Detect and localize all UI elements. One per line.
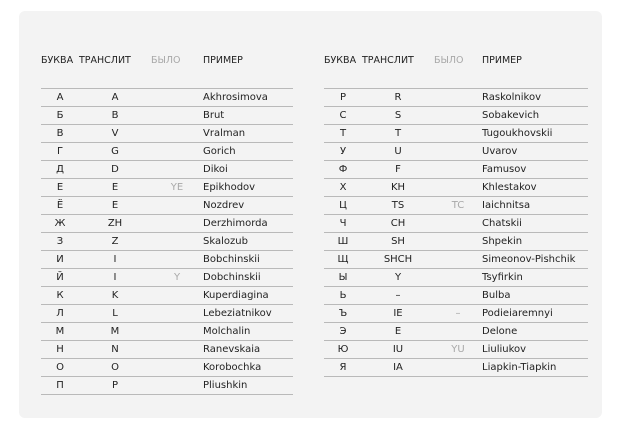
cyrillic-letter: В xyxy=(41,125,79,143)
old-translit-value xyxy=(151,197,203,215)
old-translit-value xyxy=(151,287,203,305)
example-name: Famusov xyxy=(482,161,588,179)
old-translit-value xyxy=(151,89,203,107)
cyrillic-letter: О xyxy=(41,359,79,377)
translit-value: B xyxy=(79,107,151,125)
table-row xyxy=(41,143,293,161)
old-translit-value xyxy=(434,107,482,125)
header-example: ПРИМЕР xyxy=(203,55,243,66)
translit-value: K xyxy=(79,287,151,305)
cyrillic-letter: Р xyxy=(324,89,362,107)
example-name: Simeonov-Pishchik xyxy=(482,251,588,269)
old-translit-value xyxy=(151,341,203,359)
translit-value: L xyxy=(79,305,151,323)
header-translit: ТРАНСЛИТ xyxy=(79,55,131,66)
table-row xyxy=(41,341,293,359)
table-row xyxy=(324,89,588,107)
old-translit-value xyxy=(151,215,203,233)
old-translit-value: – xyxy=(434,305,482,323)
old-translit-value: TC xyxy=(434,197,482,215)
cyrillic-letter: Д xyxy=(41,161,79,179)
table-row xyxy=(41,359,293,377)
table-row xyxy=(41,377,293,395)
example-name: Vralman xyxy=(203,125,293,143)
old-translit-value xyxy=(434,179,482,197)
example-name: Podieiaremnyi xyxy=(482,305,588,323)
cyrillic-letter: Ы xyxy=(324,269,362,287)
table-row xyxy=(324,107,588,125)
old-translit-value xyxy=(434,323,482,341)
translit-value: E xyxy=(362,323,434,341)
translit-value: O xyxy=(79,359,151,377)
old-translit-value xyxy=(434,89,482,107)
example-name: Bobchinskii xyxy=(203,251,293,269)
cyrillic-letter: П xyxy=(41,377,79,395)
cyrillic-letter: М xyxy=(41,323,79,341)
table-row xyxy=(324,341,588,359)
old-translit-value: YE xyxy=(151,179,203,197)
translit-table-right xyxy=(324,50,588,377)
old-translit-value xyxy=(151,305,203,323)
example-name: Molchalin xyxy=(203,323,293,341)
cyrillic-letter: Ж xyxy=(41,215,79,233)
example-name: Brut xyxy=(203,107,293,125)
header-was: БЫЛО xyxy=(434,55,464,66)
cyrillic-letter: Ц xyxy=(324,197,362,215)
table-row xyxy=(41,179,293,197)
cyrillic-letter: К xyxy=(41,287,79,305)
example-name: Pliushkin xyxy=(203,377,293,395)
header-was: БЫЛО xyxy=(151,55,181,66)
cyrillic-letter: С xyxy=(324,107,362,125)
old-translit-value xyxy=(151,377,203,395)
cyrillic-letter: Л xyxy=(41,305,79,323)
example-name: Gorich xyxy=(203,143,293,161)
header-translit: ТРАНСЛИТ xyxy=(362,55,414,66)
cyrillic-letter: Щ xyxy=(324,251,362,269)
cyrillic-letter: Ю xyxy=(324,341,362,359)
example-name: Chatskii xyxy=(482,215,588,233)
translit-value: SHCH xyxy=(362,251,434,269)
table-row xyxy=(324,251,588,269)
cyrillic-letter: Г xyxy=(41,143,79,161)
table-row xyxy=(324,143,588,161)
cyrillic-letter: З xyxy=(41,233,79,251)
table-row xyxy=(324,305,588,323)
example-name: Kuperdiagina xyxy=(203,287,293,305)
old-translit-value xyxy=(151,359,203,377)
translit-value: S xyxy=(362,107,434,125)
example-name: Khlestakov xyxy=(482,179,588,197)
cyrillic-letter: У xyxy=(324,143,362,161)
example-name: Lebeziatnikov xyxy=(203,305,293,323)
cyrillic-letter: Ч xyxy=(324,215,362,233)
header-example: ПРИМЕР xyxy=(482,55,522,66)
example-name: Sobakevich xyxy=(482,107,588,125)
example-name: Uvarov xyxy=(482,143,588,161)
cyrillic-letter: Н xyxy=(41,341,79,359)
translit-value: IA xyxy=(362,359,434,377)
old-translit-value xyxy=(151,143,203,161)
old-translit-value: YU xyxy=(434,341,482,359)
table-row xyxy=(324,125,588,143)
cyrillic-letter: Х xyxy=(324,179,362,197)
translit-value: A xyxy=(79,89,151,107)
table-row xyxy=(41,215,293,233)
old-translit-value: Y xyxy=(151,269,203,287)
cyrillic-letter: Б xyxy=(41,107,79,125)
translit-value: Y xyxy=(362,269,434,287)
old-translit-value xyxy=(434,251,482,269)
example-name: Epikhodov xyxy=(203,179,293,197)
example-name: Shpekin xyxy=(482,233,588,251)
table-row xyxy=(324,215,588,233)
table-row xyxy=(324,323,588,341)
table-row xyxy=(324,287,588,305)
translit-value: E xyxy=(79,197,151,215)
example-name: Akhrosimova xyxy=(203,89,293,107)
translit-value: – xyxy=(362,287,434,305)
old-translit-value xyxy=(151,161,203,179)
old-translit-value xyxy=(434,359,482,377)
table-row xyxy=(41,125,293,143)
example-name: Bulba xyxy=(482,287,588,305)
example-name: Ranevskaia xyxy=(203,341,293,359)
cyrillic-letter: Ь xyxy=(324,287,362,305)
table-header-row xyxy=(41,50,293,71)
table-header-row xyxy=(324,50,588,71)
example-name: Liuliukov xyxy=(482,341,588,359)
translit-value: E xyxy=(79,179,151,197)
transliteration-card xyxy=(19,11,602,418)
table-body-left xyxy=(41,89,293,395)
table-row xyxy=(324,197,588,215)
translit-value: ZH xyxy=(79,215,151,233)
table-row xyxy=(324,179,588,197)
table-row xyxy=(41,233,293,251)
translit-value: SH xyxy=(362,233,434,251)
example-name: Iaichnitsa xyxy=(482,197,588,215)
example-name: Nozdrev xyxy=(203,197,293,215)
translit-value: R xyxy=(362,89,434,107)
translit-table-left xyxy=(41,50,293,395)
translit-value: Z xyxy=(79,233,151,251)
table-row xyxy=(41,197,293,215)
table-row xyxy=(41,89,293,107)
old-translit-value xyxy=(434,125,482,143)
cyrillic-letter: Ё xyxy=(41,197,79,215)
header-letter: БУКВА xyxy=(324,55,357,66)
translit-value: TS xyxy=(362,197,434,215)
table-row xyxy=(41,251,293,269)
translit-value: F xyxy=(362,161,434,179)
cyrillic-letter: А xyxy=(41,89,79,107)
translit-value: G xyxy=(79,143,151,161)
translit-value: N xyxy=(79,341,151,359)
old-translit-value xyxy=(434,161,482,179)
translit-value: CH xyxy=(362,215,434,233)
old-translit-value xyxy=(151,125,203,143)
table-row xyxy=(324,269,588,287)
translit-value: I xyxy=(79,251,151,269)
translit-value: T xyxy=(362,125,434,143)
cyrillic-letter: Я xyxy=(324,359,362,377)
translit-value: KH xyxy=(362,179,434,197)
old-translit-value xyxy=(151,323,203,341)
old-translit-value xyxy=(151,251,203,269)
example-name: Skalozub xyxy=(203,233,293,251)
example-name: Dobchinskii xyxy=(203,269,293,287)
example-name: Liapkin-Tiapkin xyxy=(482,359,588,377)
example-name: Korobochka xyxy=(203,359,293,377)
translit-value: IU xyxy=(362,341,434,359)
table-row xyxy=(41,287,293,305)
translit-value: P xyxy=(79,377,151,395)
table-row xyxy=(324,161,588,179)
translit-value: I xyxy=(79,269,151,287)
cyrillic-letter: Е xyxy=(41,179,79,197)
table-row xyxy=(324,359,588,377)
table-row xyxy=(41,269,293,287)
table-row xyxy=(41,305,293,323)
table-row xyxy=(324,233,588,251)
cyrillic-letter: Й xyxy=(41,269,79,287)
cyrillic-letter: И xyxy=(41,251,79,269)
cyrillic-letter: Ъ xyxy=(324,305,362,323)
example-name: Derzhimorda xyxy=(203,215,293,233)
example-name: Tsyfirkin xyxy=(482,269,588,287)
old-translit-value xyxy=(434,215,482,233)
cyrillic-letter: Ф xyxy=(324,161,362,179)
example-name: Delone xyxy=(482,323,588,341)
example-name: Raskolnikov xyxy=(482,89,588,107)
example-name: Dikoi xyxy=(203,161,293,179)
example-name: Tugoukhovskii xyxy=(482,125,588,143)
translit-value: IE xyxy=(362,305,434,323)
old-translit-value xyxy=(151,233,203,251)
table-row xyxy=(41,323,293,341)
old-translit-value xyxy=(434,233,482,251)
old-translit-value xyxy=(434,287,482,305)
translit-value: D xyxy=(79,161,151,179)
translit-value: V xyxy=(79,125,151,143)
old-translit-value xyxy=(151,107,203,125)
header-letter: БУКВА xyxy=(41,55,74,66)
table-body-right xyxy=(324,89,588,377)
cyrillic-letter: Ш xyxy=(324,233,362,251)
translit-value: M xyxy=(79,323,151,341)
table-row xyxy=(41,107,293,125)
cyrillic-letter: Э xyxy=(324,323,362,341)
table-row xyxy=(41,161,293,179)
cyrillic-letter: Т xyxy=(324,125,362,143)
old-translit-value xyxy=(434,269,482,287)
translit-value: U xyxy=(362,143,434,161)
old-translit-value xyxy=(434,143,482,161)
